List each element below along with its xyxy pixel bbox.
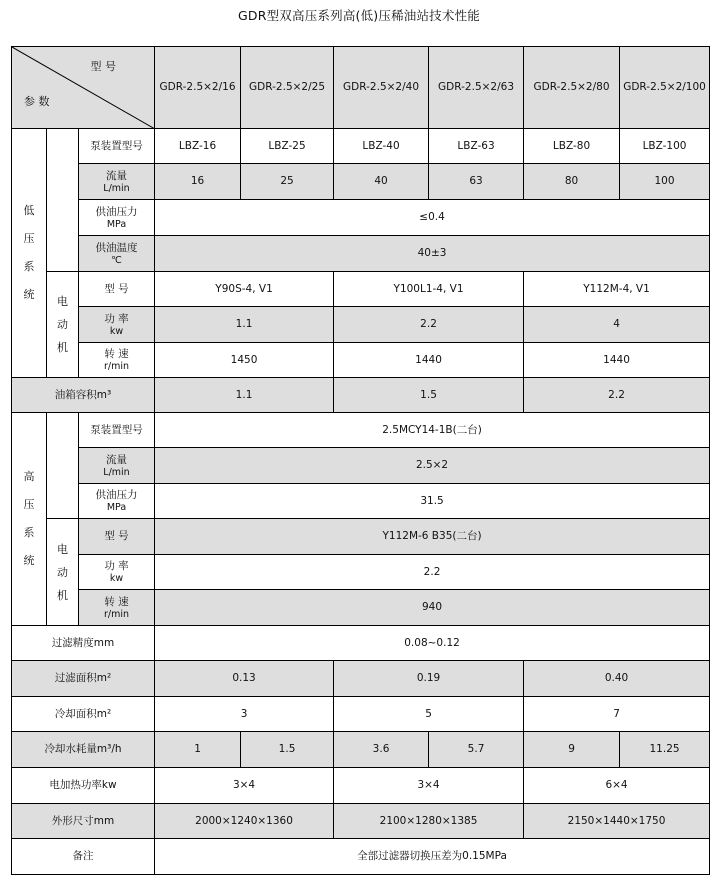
low-temp-value: 40±3 bbox=[155, 236, 710, 272]
filter-area-value: 0.13 bbox=[155, 661, 334, 697]
low-motor-power-value: 2.2 bbox=[334, 307, 524, 343]
cooling-water-value: 1 bbox=[155, 732, 241, 768]
cooling-water-value: 11.25 bbox=[620, 732, 710, 768]
high-motor-power-value: 2.2 bbox=[155, 555, 710, 590]
low-motor-speed-value: 1450 bbox=[155, 343, 334, 378]
high-flow-value: 2.5×2 bbox=[155, 448, 710, 484]
low-motor-power-value: 4 bbox=[524, 307, 710, 343]
dimensions-value: 2100×1280×1385 bbox=[334, 804, 524, 839]
low-pump-value: LBZ-40 bbox=[334, 129, 429, 164]
low-motor-model-value: Y112M-4, V1 bbox=[524, 272, 710, 307]
dimensions-label: 外形尺寸mm bbox=[12, 804, 155, 839]
low-motor-speed-value: 1440 bbox=[524, 343, 710, 378]
low-pressure-value: ≤0.4 bbox=[155, 200, 710, 236]
header-model-5: GDR-2.5×2/80 bbox=[524, 47, 620, 129]
low-pressure-spacer bbox=[47, 129, 79, 272]
header-model-label: 型 号 bbox=[90, 60, 117, 73]
low-flow-label: 流量 L/min bbox=[79, 164, 155, 200]
filter-area-label: 过滤面积m² bbox=[12, 661, 155, 697]
high-pump-value: 2.5MCY14-1B(二台) bbox=[155, 413, 710, 448]
low-pump-value: LBZ-100 bbox=[620, 129, 710, 164]
filter-precision-label: 过滤精度mm bbox=[12, 626, 155, 661]
diagonal-line bbox=[12, 47, 155, 129]
low-flow-value: 16 bbox=[155, 164, 241, 200]
high-pressure-spacer bbox=[47, 413, 79, 519]
low-temp-label: 供油温度 ℃ bbox=[79, 236, 155, 272]
cooling-area-value: 5 bbox=[334, 697, 524, 732]
low-motor-power-value: 1.1 bbox=[155, 307, 334, 343]
low-motor-model-value: Y90S-4, V1 bbox=[155, 272, 334, 307]
high-pressure-group-label: 高压系统 bbox=[12, 413, 47, 626]
cooling-water-label: 冷却水耗量m³/h bbox=[12, 732, 155, 768]
remark-value: 全部过滤器切换压差为0.15MPa bbox=[155, 839, 710, 875]
heater-value: 3×4 bbox=[334, 768, 524, 804]
cooling-water-value: 1.5 bbox=[241, 732, 334, 768]
low-motor-power-label: 功 率 kw bbox=[79, 307, 155, 343]
filter-precision-value: 0.08~0.12 bbox=[155, 626, 710, 661]
low-motor-speed-value: 1440 bbox=[334, 343, 524, 378]
tank-value: 1.1 bbox=[155, 378, 334, 413]
dimensions-value: 2150×1440×1750 bbox=[524, 804, 710, 839]
high-flow-label: 流量 L/min bbox=[79, 448, 155, 484]
page-title: GDR型双高压系列高(低)压稀油站技术性能 bbox=[238, 8, 480, 23]
low-pump-value: LBZ-25 bbox=[241, 129, 334, 164]
low-flow-value: 80 bbox=[524, 164, 620, 200]
header-param-label: 参 数 bbox=[24, 95, 50, 108]
tank-value: 2.2 bbox=[524, 378, 710, 413]
high-motor-model-label: 型 号 bbox=[79, 519, 155, 555]
low-motor-speed-label: 转 速 r/min bbox=[79, 343, 155, 378]
low-pressure-label: 供油压力 MPa bbox=[79, 200, 155, 236]
heater-label: 电加热功率kw bbox=[12, 768, 155, 804]
cooling-water-value: 5.7 bbox=[429, 732, 524, 768]
high-motor-label: 电动机 bbox=[47, 519, 79, 626]
low-flow-value: 100 bbox=[620, 164, 710, 200]
filter-area-value: 0.19 bbox=[334, 661, 524, 697]
high-motor-power-label: 功 率 kw bbox=[79, 555, 155, 590]
low-pump-value: LBZ-63 bbox=[429, 129, 524, 164]
header-model-1: GDR-2.5×2/16 bbox=[155, 47, 241, 129]
cooling-water-value: 3.6 bbox=[334, 732, 429, 768]
tank-value: 1.5 bbox=[334, 378, 524, 413]
high-motor-model-value: Y112M-6 B35(二台) bbox=[155, 519, 710, 555]
high-motor-speed-value: 940 bbox=[155, 590, 710, 626]
cooling-water-value: 9 bbox=[524, 732, 620, 768]
low-motor-label: 电动机 bbox=[47, 272, 79, 378]
high-pump-label: 泵装置型号 bbox=[79, 413, 155, 448]
high-pressure-value: 31.5 bbox=[155, 484, 710, 519]
dimensions-value: 2000×1240×1360 bbox=[155, 804, 334, 839]
heater-value: 6×4 bbox=[524, 768, 710, 804]
header-model-4: GDR-2.5×2/63 bbox=[429, 47, 524, 129]
low-pump-value: LBZ-16 bbox=[155, 129, 241, 164]
low-motor-model-value: Y100L1-4, V1 bbox=[334, 272, 524, 307]
header-model-6: GDR-2.5×2/100 bbox=[620, 47, 710, 129]
high-pressure-label: 供油压力 MPa bbox=[79, 484, 155, 519]
tank-label: 油箱容积m³ bbox=[12, 378, 155, 413]
low-flow-value: 40 bbox=[334, 164, 429, 200]
heater-value: 3×4 bbox=[155, 768, 334, 804]
header-model-3: GDR-2.5×2/40 bbox=[334, 47, 429, 129]
low-flow-value: 63 bbox=[429, 164, 524, 200]
spec-table bbox=[11, 46, 710, 875]
remark-label: 备注 bbox=[12, 839, 155, 875]
cooling-area-label: 冷却面积m² bbox=[12, 697, 155, 732]
low-motor-model-label: 型 号 bbox=[79, 272, 155, 307]
low-pressure-group-label: 低压系统 bbox=[12, 129, 47, 378]
high-motor-speed-label: 转 速 r/min bbox=[79, 590, 155, 626]
low-flow-value: 25 bbox=[241, 164, 334, 200]
filter-area-value: 0.40 bbox=[524, 661, 710, 697]
low-pump-value: LBZ-80 bbox=[524, 129, 620, 164]
header-diagonal-cell bbox=[12, 47, 155, 129]
cooling-area-value: 7 bbox=[524, 697, 710, 732]
header-model-2: GDR-2.5×2/25 bbox=[241, 47, 334, 129]
low-pump-label: 泵装置型号 bbox=[79, 129, 155, 164]
cooling-area-value: 3 bbox=[155, 697, 334, 732]
